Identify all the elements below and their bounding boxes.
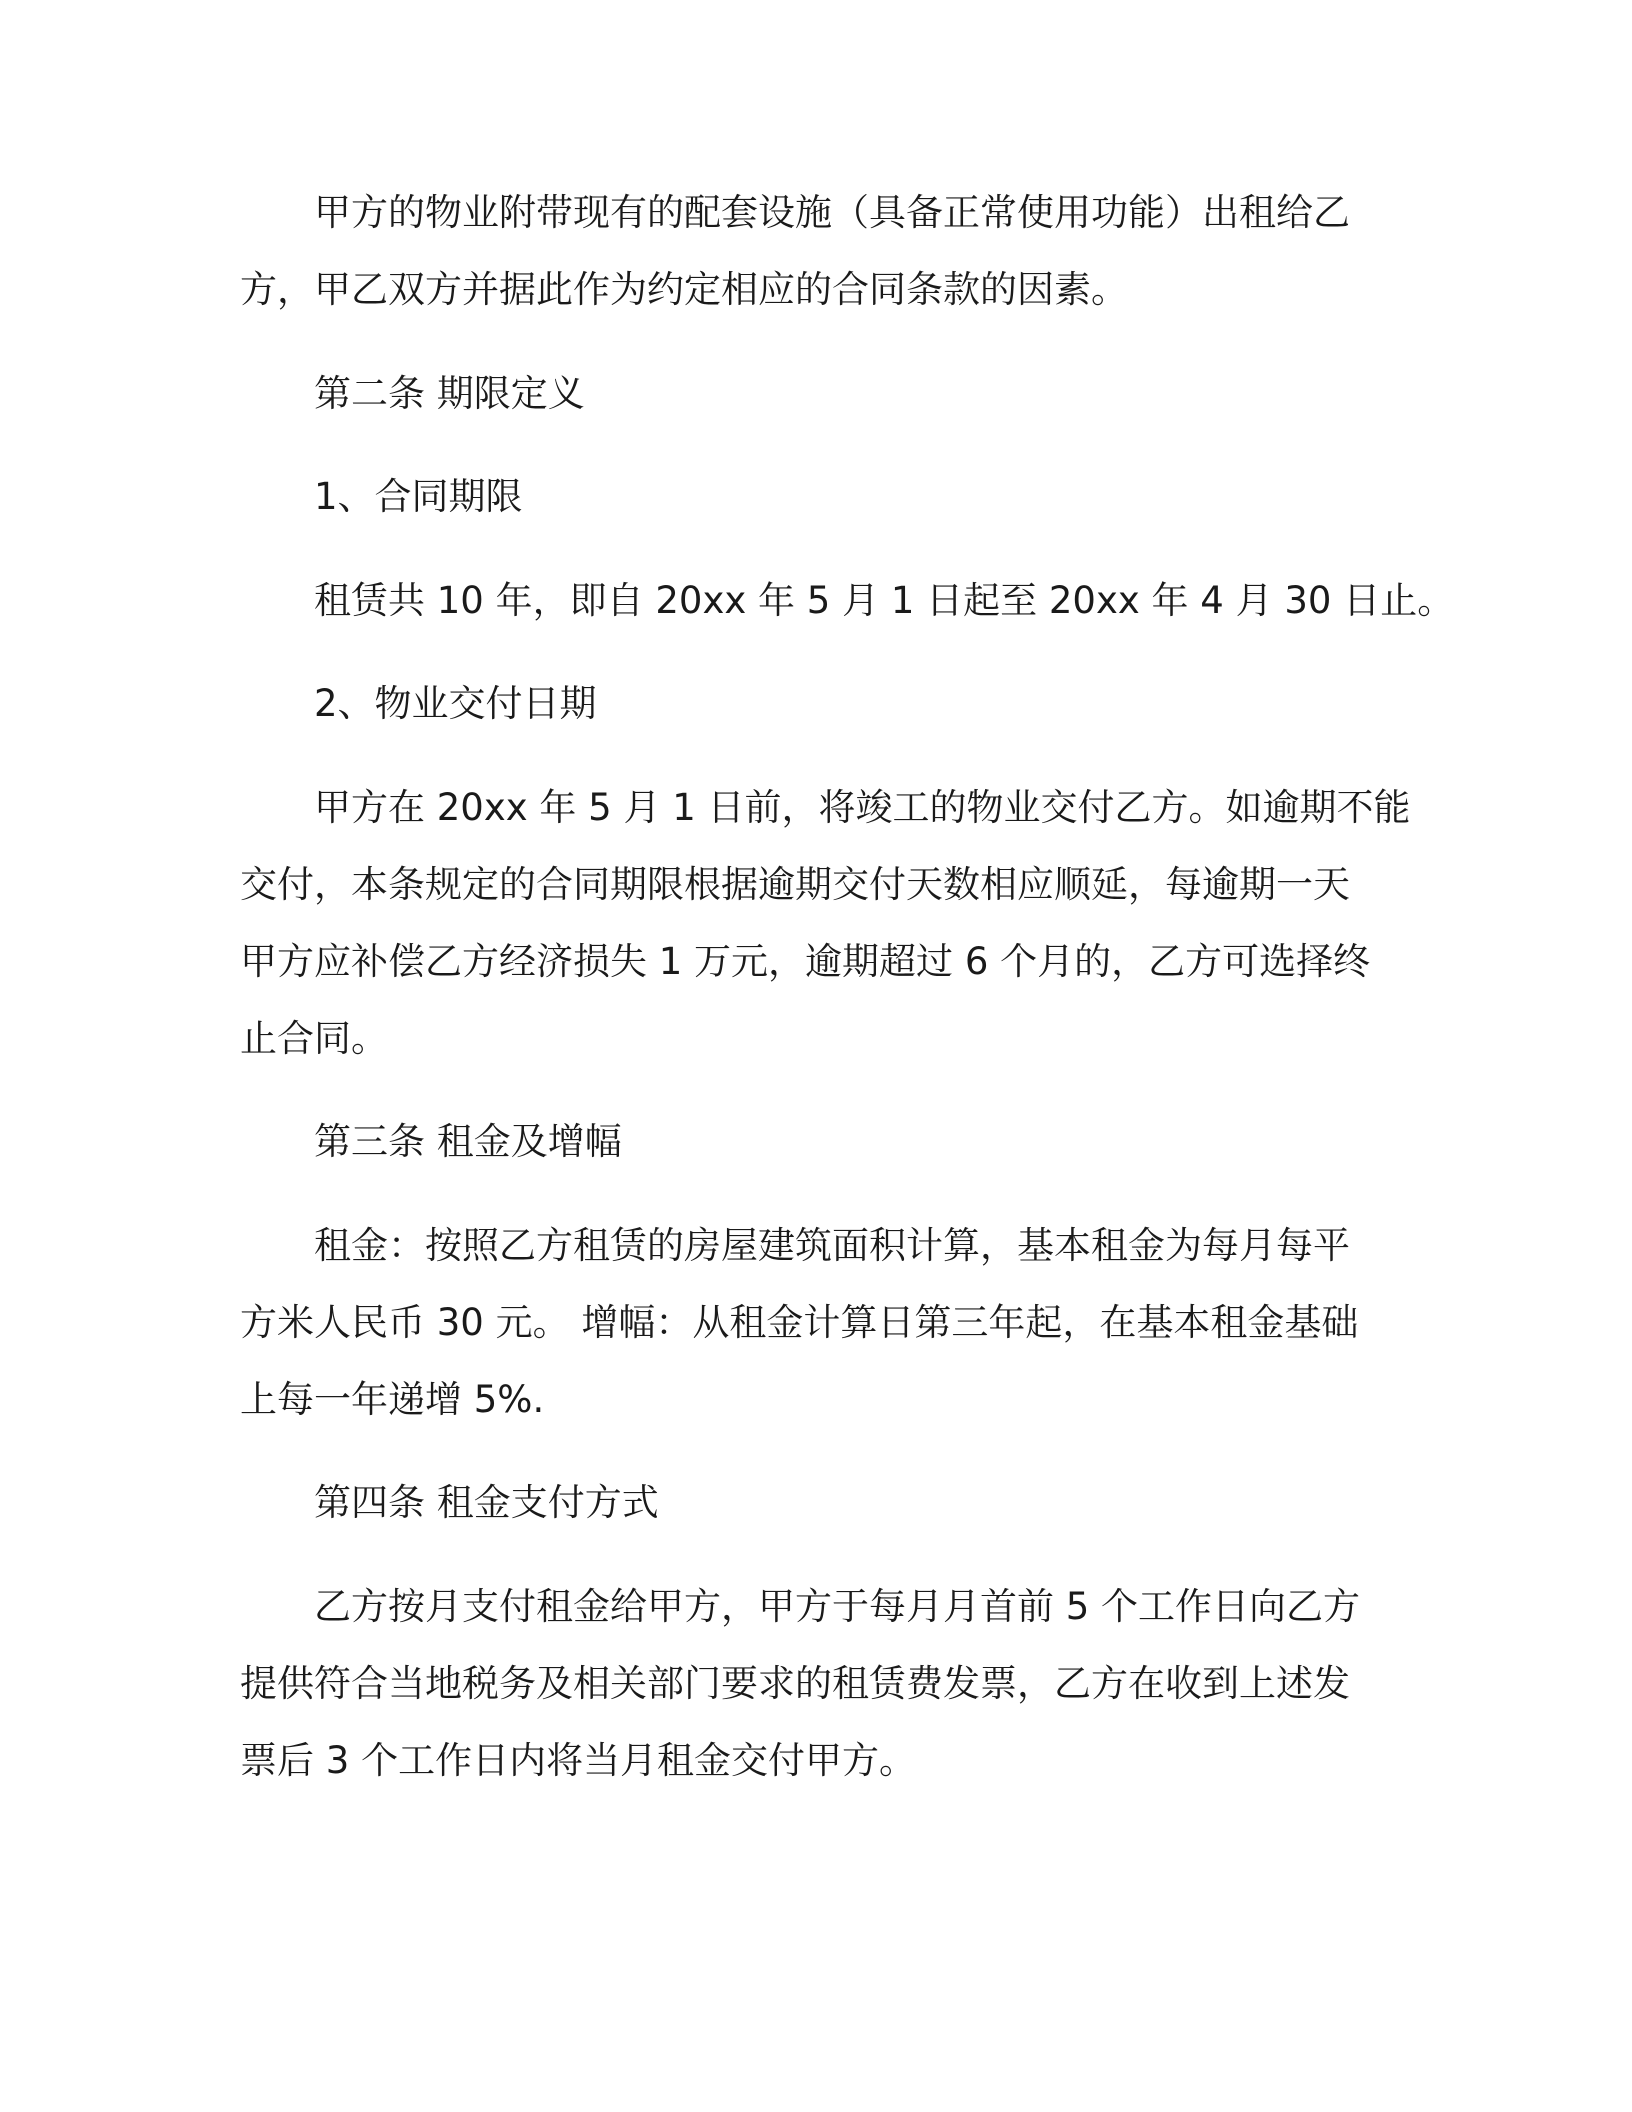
item-heading-text: 1、合同期限	[314, 475, 523, 518]
paragraph-line: 止合同。	[240, 1016, 388, 1060]
paragraph-line: 方米人民币 30 元。 增幅：从租金计算日第三年起，在基本租金基础	[240, 1300, 1359, 1344]
clause-2-heading	[240, 355, 1420, 432]
paragraph-line: 租赁共 10 年，即自 20xx 年 5 月 1 日起至 20xx 年 4 月 30 日止。	[314, 578, 1455, 622]
paragraph-line: 上每一年递增 5%.	[240, 1377, 545, 1421]
clause-3-heading	[240, 1103, 1420, 1180]
paragraph-line: 乙方按月支付租金给甲方，甲方于每月月首前 5 个工作日向乙方	[314, 1584, 1361, 1628]
paragraph-line: 方，甲乙双方并据此作为约定相应的合同条款的因素。	[240, 268, 1128, 311]
document-body	[240, 174, 1455, 1799]
paragraph-line: 提供符合当地税务及相关部门要求的租赁费发票，乙方在收到上述发	[240, 1661, 1350, 1705]
paragraph-line: 票后 3 个工作日内将当月租金交付甲方。	[240, 1738, 917, 1782]
lease-term-paragraph	[240, 562, 1455, 639]
delivery-terms-paragraph	[240, 769, 1420, 1077]
item-1-heading	[240, 458, 1420, 535]
paragraph-line: 甲方的物业附带现有的配套设施（具备正常使用功能）出租给乙	[314, 191, 1350, 234]
item-2-heading	[240, 665, 1420, 742]
paragraph-line: 甲方应补偿乙方经济损失 1 万元，逾期超过 6 个月的，乙方可选择终	[240, 939, 1371, 983]
paragraph-line: 租金：按照乙方租赁的房屋建筑面积计算，基本租金为每月每平	[314, 1223, 1350, 1267]
payment-terms-paragraph	[240, 1568, 1420, 1799]
rent-terms-paragraph	[240, 1207, 1420, 1438]
item-heading-text: 2、物业交付日期	[314, 682, 597, 725]
facilities-intro-paragraph	[240, 174, 1420, 328]
paragraph-line: 甲方在 20xx 年 5 月 1 日前，将竣工的物业交付乙方。如逾期不能	[314, 785, 1411, 829]
paragraph-line: 交付，本条规定的合同期限根据逾期交付天数相应顺延，每逾期一天	[240, 862, 1350, 906]
clause-heading-text: 第四条 租金支付方式	[314, 1481, 659, 1524]
clause-heading-text: 第三条 租金及增幅	[314, 1120, 622, 1163]
clause-heading-text: 第二条 期限定义	[314, 371, 585, 415]
clause-4-heading	[240, 1464, 1420, 1541]
